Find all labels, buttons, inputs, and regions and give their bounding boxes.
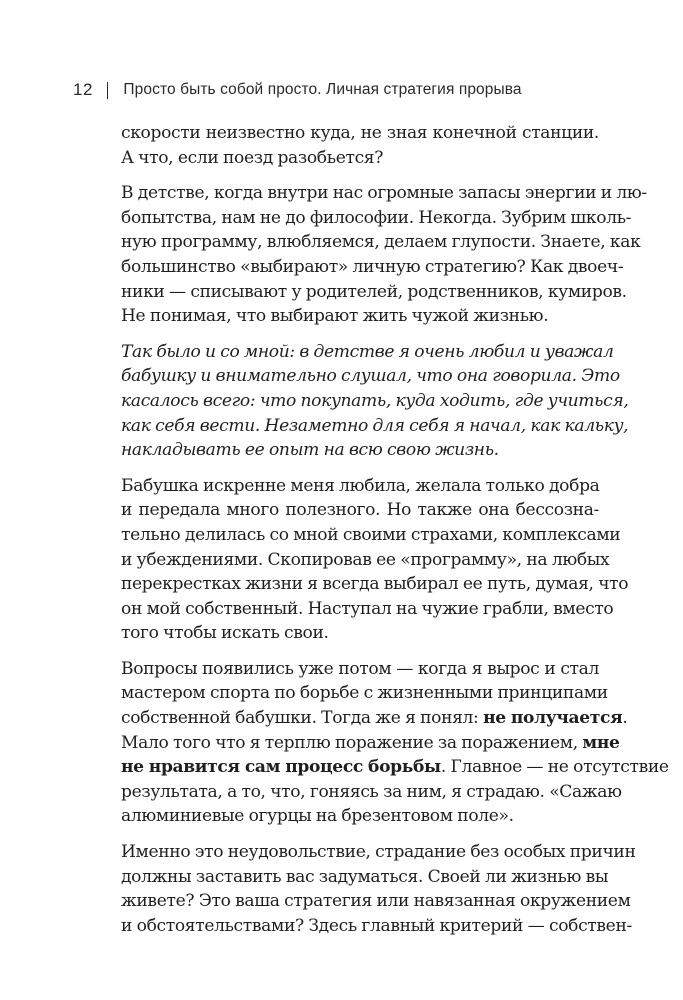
text-line: ники — списывают у родителей, родственников, кумиров.	[121, 281, 627, 302]
text-line: бопытства, нам не до философии. Некогда. Зубрим школь-	[121, 207, 632, 228]
bold-emphasis: мне	[582, 732, 620, 753]
running-header	[73, 79, 633, 101]
text-run: Мало того что я терплю поражение за поражением,	[121, 732, 583, 753]
paragraph-4	[121, 474, 629, 646]
text-line: бабушку и внимательно слушал, что она говорила. Это	[121, 366, 620, 387]
text-line: Вопросы появились уже потом — когда я вырос и стал	[121, 658, 599, 679]
paragraph-1	[121, 121, 599, 170]
text-line: он мой собственный. Наступал на чужие грабли, вместо	[121, 598, 614, 619]
text-run: собственной бабушки. Тогда же я понял:	[121, 708, 484, 729]
text-line: как себя вести. Незаметно для себя я начал, как кальку,	[121, 415, 629, 436]
text-run: .	[622, 708, 628, 729]
text-line: накладывать ее опыт на всю свою жизнь.	[121, 440, 499, 461]
paragraph-5	[121, 657, 669, 829]
text-line	[121, 706, 628, 731]
text-line: А что, если поезд разобьется?	[121, 147, 384, 168]
text-line: В детстве, когда внутри нас огромные запасы энергии и лю-	[121, 183, 647, 204]
text-line: тельно делилась со мной своими страхами, комплексами	[121, 524, 621, 545]
page-number: 12	[73, 80, 93, 99]
text-line: ную программу, влюбляемся, делаем глупости. Знаете, как	[121, 232, 641, 253]
text-run: Главное — не отсутствие	[445, 757, 669, 778]
text-line: Именно это неудовольствие, страдание без особых причин	[121, 842, 636, 863]
book-title: Просто быть собой просто. Личная стратегия прорыва	[123, 81, 522, 98]
text-line: Бабушка искренне меня любила, желала только добра	[121, 475, 600, 496]
text-line: Не понимая, что выбирают жить чужой жизнью.	[121, 306, 549, 327]
text-line: живете? Это ваша стратегия или навязанная окружением	[121, 891, 631, 912]
bold-emphasis: не нравится сам процесс борьбы	[121, 757, 441, 778]
text-line: и обстоятельствами? Здесь главный критерий — собствен-	[121, 915, 632, 936]
text-line: алюминиевые огурцы на брезентовом поле».	[121, 806, 514, 827]
text-line: и передала много полезного. Но также она бессозна-	[121, 500, 599, 521]
text-line: большинство «выбирают» личную стратегию? Как двоеч-	[121, 256, 624, 277]
text-line: результата, а то, что, гоняясь за ним, я страдаю. «Сажаю	[121, 781, 622, 802]
text-run: .	[440, 757, 446, 778]
paragraph-6	[121, 840, 636, 938]
page-body	[121, 121, 669, 949]
text-line: касалось всего: что покупать, куда ходить, где учиться,	[121, 390, 629, 411]
text-line: должны заставить вас задуматься. Своей ли жизнью вы	[121, 866, 609, 887]
text-line: Так было и со мной: в детстве я очень любил и уважал	[121, 341, 614, 362]
bold-emphasis: не получается	[483, 708, 623, 729]
text-line: скорости неизвестно куда, не зная конечной станции.	[121, 123, 599, 143]
text-line	[121, 755, 669, 780]
text-line	[121, 731, 620, 756]
paragraph-2	[121, 181, 647, 329]
text-line: того чтобы искать свои.	[121, 623, 329, 644]
paragraph-3-italic	[121, 340, 629, 463]
text-line: и убеждениями. Скопировав ее «программу», на любых	[121, 549, 610, 570]
text-line: перекрестках жизни я всегда выбирал ее путь, думая, что	[121, 574, 629, 595]
text-line: мастером спорта по борьбе с жизненными принципами	[121, 683, 608, 704]
header-divider	[107, 82, 109, 99]
